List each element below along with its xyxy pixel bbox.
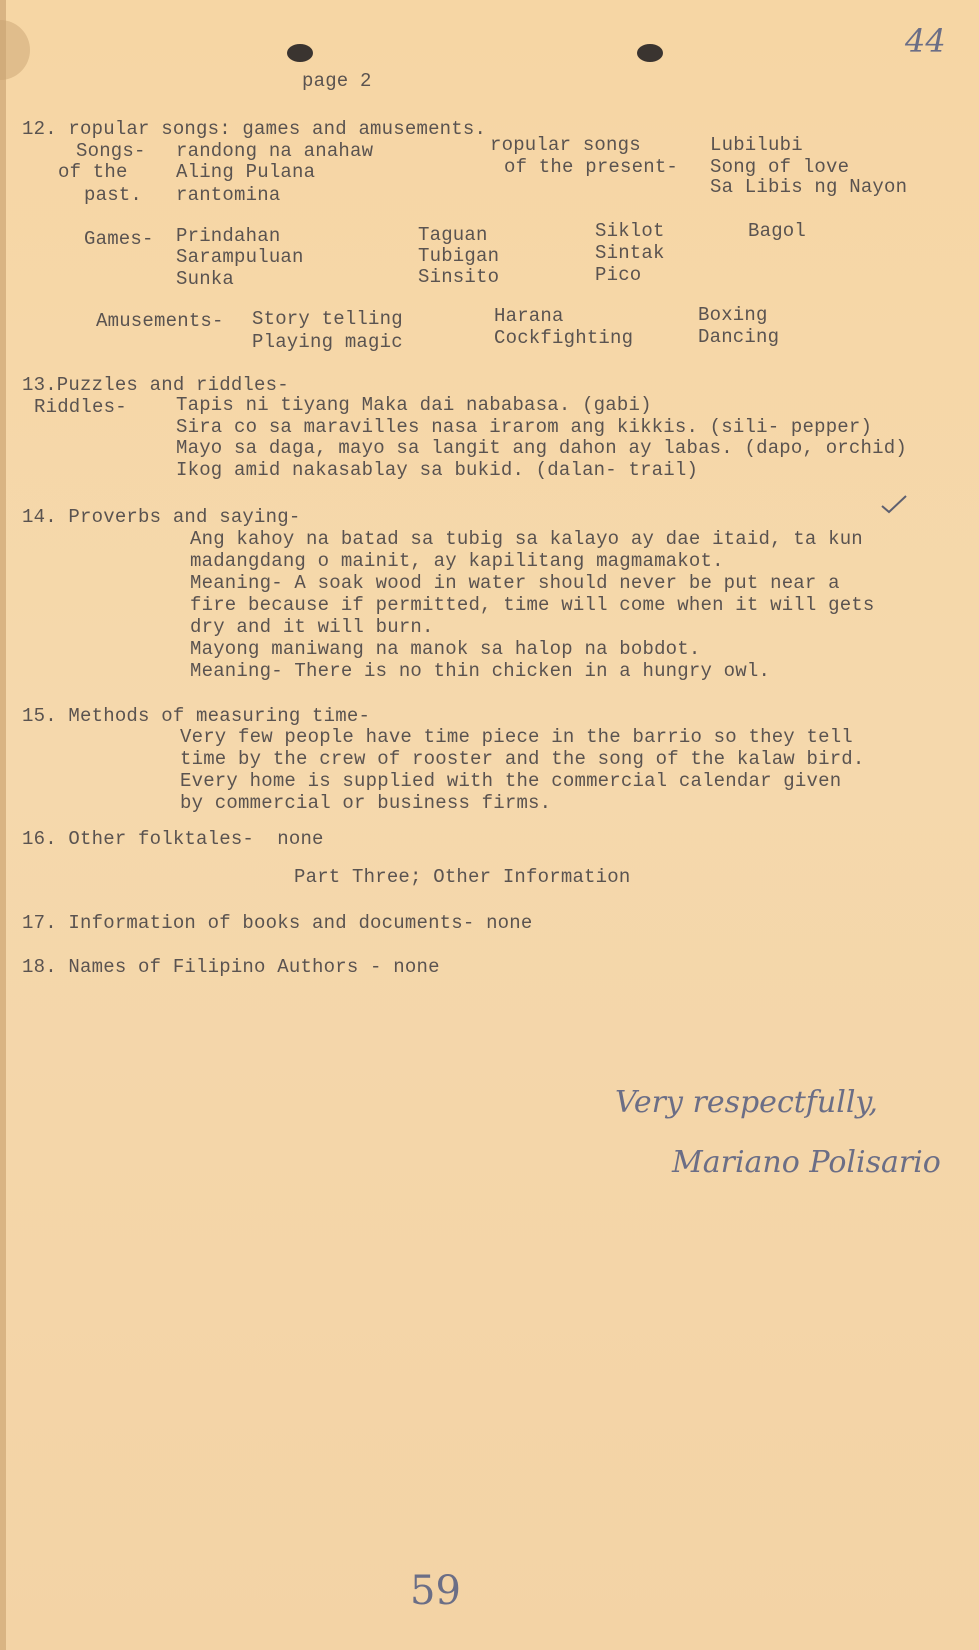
- page-edge: [0, 0, 6, 1650]
- punch-hole-right: [637, 44, 663, 62]
- riddle-line: Sira co sa maravilles nasa irarom ang kikkis. (sili- pepper): [176, 416, 873, 438]
- time-line: by commercial or business firms.: [180, 792, 552, 814]
- proverb-line: Ang kahoy na batad sa tubig sa kalayo ay dae itaid, ta kun: [190, 528, 863, 550]
- footer-page-number: 59: [410, 1568, 461, 1614]
- present-song: Song of love: [710, 156, 850, 178]
- songs-label: past.: [84, 184, 143, 206]
- riddle-line: Tapis ni tiyang Maka dai nababasa. (gabi): [176, 394, 652, 416]
- closing-line: Very respectfully,: [615, 1085, 878, 1120]
- past-song: Aling Pulana: [176, 161, 316, 183]
- songs-label: Songs-: [76, 140, 146, 162]
- time-line: time by the crew of rooster and the song of the kalaw bird.: [180, 748, 865, 770]
- check-mark-icon: [880, 494, 908, 514]
- present-songs-label: ropular songs: [490, 134, 641, 156]
- part-three-heading: Part Three; Other Information: [294, 866, 631, 888]
- game-item: Sarampuluan: [176, 246, 304, 268]
- past-song: randong na anahaw: [176, 140, 374, 162]
- game-item: Taguan: [418, 224, 488, 246]
- amusements-label: Amusements-: [96, 310, 224, 332]
- section-12-heading: 12. ropular songs: games and amusements.: [22, 118, 487, 140]
- game-item: Pico: [595, 264, 642, 286]
- section-15-heading: 15. Methods of measuring time-: [22, 705, 371, 727]
- present-songs-label: of the present-: [504, 156, 679, 178]
- game-item: Tubigan: [418, 245, 500, 267]
- proverb-line: Meaning- There is no thin chicken in a hungry owl.: [190, 660, 771, 682]
- handwritten-page-number: 44: [905, 22, 946, 60]
- riddles-label: Riddles-: [34, 396, 127, 418]
- amusement-item: Harana: [494, 305, 564, 327]
- game-item: Bagol: [748, 220, 807, 242]
- proverb-line: Meaning- A soak wood in water should never be put near a: [190, 572, 840, 594]
- punch-hole-left: [287, 44, 313, 62]
- amusement-item: Story telling: [252, 308, 403, 330]
- game-item: Siklot: [595, 220, 665, 242]
- proverb-line: Mayong maniwang na manok sa halop na bobdot.: [190, 638, 701, 660]
- section-17: 17. Information of books and documents- none: [22, 912, 533, 934]
- page-label: page 2: [302, 70, 372, 92]
- amusement-item: Playing magic: [252, 331, 403, 353]
- game-item: Sunka: [176, 268, 235, 290]
- time-line: Very few people have time piece in the barrio so they tell: [180, 726, 853, 748]
- present-song: Sa Libis ng Nayon: [710, 176, 908, 198]
- amusement-item: Boxing: [698, 304, 768, 326]
- paper-stain: [0, 20, 30, 80]
- amusement-item: Cockfighting: [494, 327, 634, 349]
- section-14-heading: 14. Proverbs and saying-: [22, 506, 301, 528]
- riddle-line: Ikog amid nakasablay sa bukid. (dalan- trail): [176, 459, 699, 481]
- proverb-line: fire because if permitted, time will come when it will gets: [190, 594, 875, 616]
- present-song: Lubilubi: [710, 134, 803, 156]
- section-16: 16. Other folktales- none: [22, 828, 324, 850]
- game-item: Prindahan: [176, 225, 281, 247]
- games-label: Games-: [84, 228, 154, 250]
- amusement-item: Dancing: [698, 326, 780, 348]
- proverb-line: madangdang o mainit, ay kapilitang magmamakot.: [190, 550, 724, 572]
- past-song: rantomina: [176, 184, 281, 206]
- game-item: Sinsito: [418, 266, 500, 288]
- time-line: Every home is supplied with the commercial calendar given: [180, 770, 842, 792]
- songs-label: of the: [58, 161, 128, 183]
- riddle-line: Mayo sa daga, mayo sa langit ang dahon ay labas. (dapo, orchid): [176, 437, 907, 459]
- game-item: Sintak: [595, 242, 665, 264]
- section-13-heading: 13.Puzzles and riddles-: [22, 374, 289, 396]
- section-18: 18. Names of Filipino Authors - none: [22, 956, 440, 978]
- signature: Mariano Polisario: [672, 1145, 941, 1180]
- proverb-line: dry and it will burn.: [190, 616, 434, 638]
